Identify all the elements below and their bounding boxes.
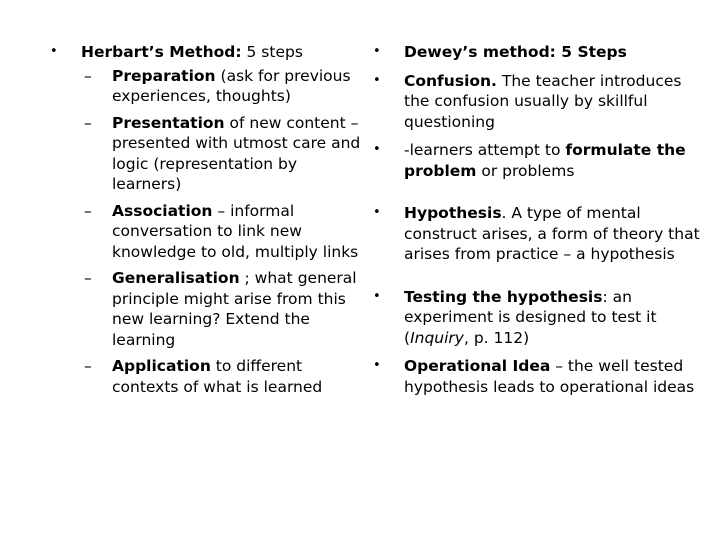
dewey-list [373,42,703,397]
dewey-column [373,42,703,405]
dash-icon: – [84,269,92,287]
dash-icon: – [84,113,92,132]
dash-icon: – [84,201,92,220]
step-term: Presentation [112,113,225,132]
herbart-list [50,42,370,397]
dewey-item-operational [373,356,703,397]
herbart-step-presentation [81,113,370,195]
herbart-step-generalisation [81,268,370,350]
herbart-step-preparation [81,66,370,107]
step-term: Application [112,357,211,375]
item-term: formulate the problem [404,141,686,180]
herbart-heading-bold: Herbart’s Method: [81,43,242,61]
item-prefix: -learners attempt to [404,141,566,159]
herbart-steps-list [81,66,370,398]
step-description: of new content – presented with utmost care and logic (representation by learners) [112,113,361,193]
step-description: – informal conversation to link new knowledge to old, multiply links [112,201,359,261]
item-description: . A type of mental construct arises, a form of theory that arises from practice – a hypothesis [404,204,700,263]
dewey-item-confusion [373,71,703,133]
bullet-icon: • [373,44,381,59]
herbart-column [50,42,370,405]
item-description: : an experiment is designed to test it ( [404,287,657,347]
dewey-item-testing [373,287,703,349]
item-term: Operational Idea [404,357,551,375]
bullet-icon: • [50,44,58,59]
item-citation-page: , p. 112) [463,328,530,347]
herbart-heading-item [50,42,370,397]
step-term: Association [112,201,213,220]
step-description: to different contexts of what is learned [112,357,323,396]
item-term: Hypothesis [404,204,502,222]
bullet-icon: • [373,72,381,88]
step-description: (ask for previous experiences, thoughts) [112,66,351,105]
dewey-heading-item [373,42,703,63]
bullet-icon: • [373,288,381,304]
item-description: – the well tested hypothesis leads to operational ideas [404,357,695,396]
step-description: ; what general principle might arise from this new learning? Extend the learning [112,269,357,349]
bullet-icon: • [373,142,381,157]
dash-icon: – [84,357,92,375]
item-term: Confusion. [404,71,497,90]
item-term: Testing the hypothesis [404,287,603,306]
item-description: The teacher introduces the confusion usually by skillful questioning [404,71,682,131]
herbart-step-association [81,201,370,263]
herbart-step-application [81,356,370,397]
dewey-item-formulate [373,140,703,181]
step-term: Preparation [112,66,216,85]
dewey-heading: Dewey’s method: 5 Steps [404,43,627,61]
bullet-icon: • [373,358,381,373]
bullet-icon: • [373,205,381,220]
dewey-item-hypothesis [373,203,703,265]
item-description: or problems [476,161,575,180]
herbart-heading-rest: 5 steps [241,43,303,61]
item-citation-title: Inquiry [410,328,464,347]
step-term: Generalisation [112,269,240,287]
dash-icon: – [84,66,92,85]
